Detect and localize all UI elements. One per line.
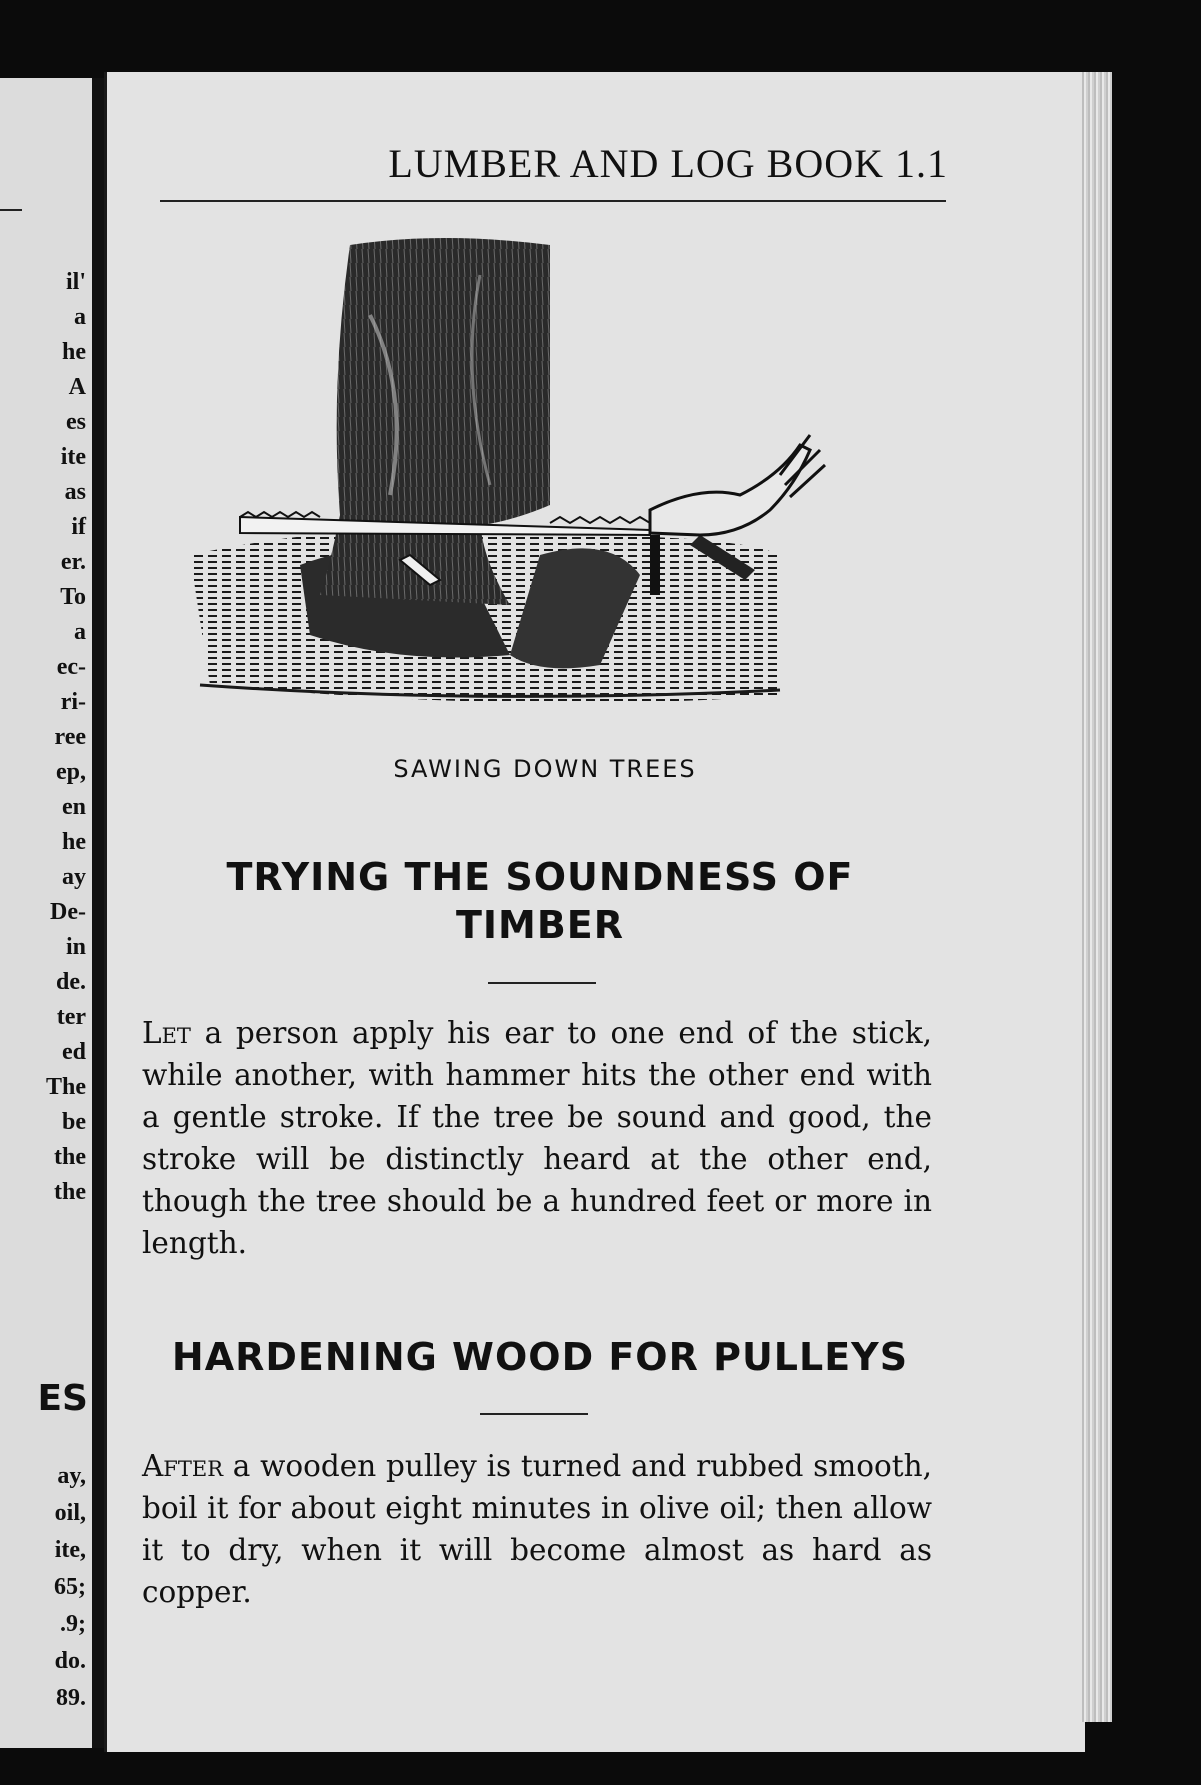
previous-page-line: 65; [54, 1574, 86, 1600]
previous-page-line: ite [60, 444, 86, 470]
previous-page-line: 89. [56, 1685, 86, 1711]
running-head: LUMBER AND LOG BOOK 1.1 [388, 141, 948, 186]
previous-page-line: he [62, 339, 86, 365]
previous-page-line: as [64, 479, 86, 505]
previous-page-line: ter [56, 1004, 86, 1030]
previous-page-line: ed [62, 1039, 86, 1065]
previous-page-edge [0, 78, 92, 1748]
previous-page-line: ri- [60, 689, 86, 715]
previous-page-line: de. [56, 969, 86, 995]
previous-page-line: ay [62, 864, 86, 890]
lead-word: Let [142, 1016, 191, 1050]
lead-word: After [142, 1449, 224, 1483]
previous-page-line: in [65, 934, 86, 960]
previous-page-line: ite, [54, 1537, 86, 1563]
previous-page-line: oil, [54, 1500, 86, 1526]
previous-page-line: ay, [57, 1463, 86, 1489]
previous-page-line: ree [54, 724, 86, 750]
previous-page-line: he [62, 829, 86, 855]
section-rule-soundness [488, 982, 596, 984]
previous-page-line: The [45, 1074, 86, 1100]
previous-page-line: the [54, 1144, 86, 1170]
figure-caption: SAWING DOWN TREES [393, 755, 697, 783]
paragraph-text: a person apply his ear to one end of the stick, while another, with hammer hits the other end with a gentle stroke. If the tree be sound and good, the stroke will be distinctly heard at the other end, though the tree should be a hundred feet or more in length. [142, 1016, 932, 1260]
section-title-soundness: TRYING THE SOUNDNESS OF TIMBER [226, 855, 854, 947]
section-body-pulleys [142, 1445, 932, 1613]
previous-page-line: .9; [60, 1611, 86, 1637]
previous-page-line: es [66, 409, 86, 435]
hand-icon [650, 435, 825, 535]
previous-page-line: a [74, 619, 86, 645]
previous-page-line: il' [65, 269, 86, 295]
previous-page-heading: ES [37, 1378, 88, 1419]
previous-page-line: en [62, 794, 86, 820]
previous-page-line: do. [54, 1648, 86, 1674]
previous-page-line: De- [50, 899, 86, 925]
section-body-soundness [142, 1012, 932, 1264]
section-title-pulleys: HARDENING WOOD FOR PULLEYS [171, 1335, 909, 1379]
sawing-trees-illustration [180, 235, 900, 715]
previous-page-line: the [54, 1179, 86, 1205]
header-rule [160, 200, 946, 202]
section-rule-pulleys [480, 1413, 588, 1415]
previous-page-line: ep, [56, 759, 86, 785]
previous-page-line: a [74, 304, 86, 330]
previous-page-rule [0, 209, 22, 211]
paragraph-text: a wooden pulley is turned and rubbed smooth, boil it for about eight minutes in olive oil; then allow it to dry, when it will become almost as hard as copper. [142, 1449, 932, 1609]
previous-page-line: ec- [56, 654, 86, 680]
previous-page-line: if [71, 514, 86, 540]
previous-page-line: A [68, 374, 86, 400]
previous-page-line: be [62, 1109, 86, 1135]
previous-page-line: er. [60, 549, 86, 575]
previous-page-line: To [60, 584, 86, 610]
page-stack-edge [1082, 72, 1112, 1722]
